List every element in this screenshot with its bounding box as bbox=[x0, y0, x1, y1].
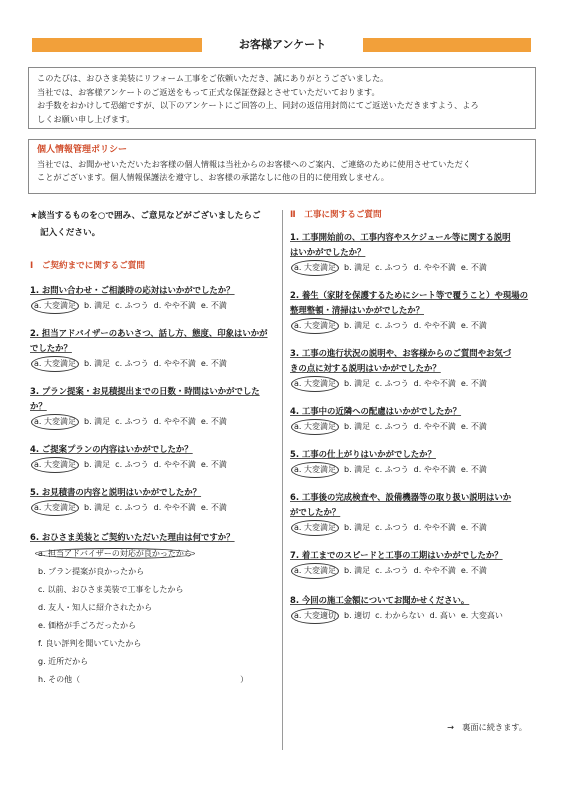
answer-option[interactable]: a. 大変満足 bbox=[31, 414, 79, 430]
intro-line: お手数をおかけして恐縮ですが、以下のアンケートにご回答の上、同封の返信用封筒にてご返送いただきますよう、よろ bbox=[37, 100, 479, 110]
intro-line: 当社では、お客様アンケートのご返送をもって正式な保証登録とさせていただいております。 bbox=[37, 86, 380, 97]
answer-option[interactable]: a. 大変満足 bbox=[31, 500, 79, 516]
answer-option[interactable]: a. 大変満足 bbox=[291, 318, 339, 334]
question-block bbox=[30, 283, 278, 314]
answer-options bbox=[34, 298, 278, 314]
privacy-title: 個人情報管理ポリシー bbox=[37, 145, 128, 155]
reason-option[interactable] bbox=[38, 671, 278, 689]
instruction bbox=[30, 208, 278, 242]
reason-option-label: b. プラン提案が良かったから bbox=[38, 567, 145, 576]
answer-option[interactable]: c. わからない bbox=[375, 611, 425, 620]
question-text: 4. ご提案プランの内容はいかがでしたか？ bbox=[30, 444, 193, 454]
left-column bbox=[30, 208, 278, 689]
instruction-line: ★該当するものを○で囲み、ご意見などがございましたらご bbox=[30, 211, 261, 221]
reason-option-label: h. その他（ ） bbox=[38, 675, 249, 684]
answer-option[interactable]: e. 不満 bbox=[460, 566, 487, 575]
question-block bbox=[290, 288, 538, 334]
question-text: でしたか？ bbox=[30, 343, 72, 353]
answer-option[interactable]: e. 不満 bbox=[460, 379, 487, 388]
question-block bbox=[290, 593, 538, 624]
answer-option[interactable]: a. 大変満足 bbox=[291, 376, 339, 392]
answer-option[interactable]: e. 不満 bbox=[460, 422, 487, 431]
answer-option[interactable]: c. ふつう bbox=[115, 301, 149, 310]
answer-option[interactable]: b. 適切 bbox=[344, 611, 371, 620]
answer-option[interactable]: e. 不満 bbox=[200, 503, 227, 512]
answer-option[interactable]: b. 満足 bbox=[344, 321, 371, 330]
answer-option[interactable]: e. 不満 bbox=[200, 460, 227, 469]
answer-options bbox=[294, 419, 538, 435]
continue-note: → 裏面に続きます。 bbox=[447, 722, 527, 732]
question-block bbox=[30, 442, 278, 473]
intro-box bbox=[28, 67, 536, 129]
question-list bbox=[290, 230, 538, 579]
question-text: 7. 着工までのスピードと工事の工期はいかがでしたか？ bbox=[290, 550, 503, 560]
answer-option[interactable]: c. ふつう bbox=[375, 465, 409, 474]
question-list bbox=[30, 283, 278, 516]
right-column bbox=[290, 208, 538, 624]
page-title: お客様アンケート bbox=[238, 38, 327, 51]
reason-option-label: f. 良い評判を聞いていたから bbox=[38, 639, 142, 648]
answer-option[interactable]: e. 不満 bbox=[200, 301, 227, 310]
answer-option[interactable]: a. 大変満足 bbox=[291, 520, 339, 536]
answer-option[interactable]: b. 満足 bbox=[344, 465, 371, 474]
answer-option[interactable]: b. 満足 bbox=[84, 460, 111, 469]
reason-option[interactable] bbox=[38, 581, 278, 599]
answer-option[interactable]: b. 満足 bbox=[344, 379, 371, 388]
reason-option-label: d. 友人・知人に紹介されたから bbox=[38, 603, 153, 612]
answer-option[interactable]: d. やや不満 bbox=[413, 523, 456, 532]
answer-option[interactable]: b. 満足 bbox=[84, 417, 111, 426]
answer-option[interactable]: d. やや不満 bbox=[413, 263, 456, 272]
answer-option[interactable]: a. 大変満足 bbox=[291, 563, 339, 579]
question-text: 1. お問い合わせ・ご相談時の応対はいかがでしたか？ bbox=[30, 285, 235, 295]
question-block bbox=[290, 490, 538, 536]
answer-option[interactable]: b. 満足 bbox=[84, 503, 111, 512]
answer-option[interactable]: a. 大変満足 bbox=[31, 356, 79, 372]
answer-option[interactable]: c. ふつう bbox=[115, 460, 149, 469]
question-block bbox=[30, 530, 278, 689]
answer-option[interactable]: a. 大変満足 bbox=[31, 298, 79, 314]
answer-options bbox=[294, 608, 538, 624]
answer-option[interactable]: d. やや不満 bbox=[153, 503, 196, 512]
privacy-line: ことがございます。個人情報保護法を遵守し、お客様の承諾なしに他の目的に使用致しません。 bbox=[37, 172, 389, 182]
reason-option[interactable] bbox=[38, 563, 278, 581]
answer-option[interactable]: d. やや不満 bbox=[153, 301, 196, 310]
question-text: がでしたか？ bbox=[290, 507, 341, 517]
answer-option[interactable]: b. 満足 bbox=[344, 566, 371, 575]
reason-option[interactable] bbox=[38, 653, 278, 671]
answer-options bbox=[294, 318, 538, 334]
answer-options bbox=[294, 520, 538, 536]
question-text: 6. おひさま美装とご契約いただいた理由は何ですか？ bbox=[30, 532, 235, 542]
answer-option[interactable]: d. やや不満 bbox=[413, 465, 456, 474]
reason-option-label: c. 以前、おひさま美装で工事をしたから bbox=[38, 585, 184, 594]
reason-list bbox=[30, 545, 278, 689]
privacy-line: 当社では、お聞かせいただいたお客様の個人情報は当社からのお客様へのご案内、ご連絡のために使用させていただく bbox=[37, 158, 471, 169]
answer-option[interactable]: d. やや不満 bbox=[153, 359, 196, 368]
privacy-box bbox=[28, 139, 536, 194]
answer-option[interactable]: d. やや不満 bbox=[153, 460, 196, 469]
answer-options bbox=[34, 500, 278, 516]
answer-options bbox=[34, 457, 278, 473]
question-block bbox=[290, 548, 538, 579]
question-block bbox=[30, 485, 278, 516]
answer-option[interactable]: b. 満足 bbox=[344, 263, 371, 272]
question-block bbox=[30, 384, 278, 430]
reason-option[interactable] bbox=[38, 545, 278, 563]
answer-options bbox=[294, 376, 538, 392]
answer-options bbox=[294, 260, 538, 276]
question-block bbox=[290, 404, 538, 435]
question-text: 6. 工事後の完成検査や、設備機器等の取り扱い説明はいか bbox=[290, 492, 512, 502]
answer-option[interactable]: c. ふつう bbox=[375, 379, 409, 388]
answer-options bbox=[34, 356, 278, 372]
answer-option[interactable]: d. やや不満 bbox=[413, 566, 456, 575]
question-text: 1. 工事開始前の、工事内容やスケジュール等に関する説明 bbox=[290, 232, 511, 242]
question-text: 8. 今回の施工金額についてお聞かせください。 bbox=[290, 595, 470, 605]
answer-option[interactable]: c. ふつう bbox=[375, 566, 409, 575]
intro-line: しくお願い申し上げます。 bbox=[37, 113, 135, 124]
question-text: はいかがでしたか？ bbox=[290, 247, 366, 257]
header-band-right bbox=[363, 38, 531, 52]
reason-option[interactable] bbox=[38, 635, 278, 653]
question-block bbox=[290, 447, 538, 478]
answer-option[interactable]: e. 大変高い bbox=[460, 611, 503, 620]
intro-line: このたびは、おひさま美装にリフォーム工事をご依頼いただき、誠にありがとうございました。 bbox=[37, 73, 389, 83]
question-text: 2. 養生（家財を保護するためにシート等で覆うこと）や現場の bbox=[290, 290, 529, 300]
answer-option[interactable]: b. 満足 bbox=[84, 301, 111, 310]
answer-option[interactable]: e. 不満 bbox=[460, 263, 487, 272]
answer-option[interactable]: d. やや不満 bbox=[413, 379, 456, 388]
question-block bbox=[290, 346, 538, 392]
question-text: 整理整頓・清掃はいかがでしたか？ bbox=[290, 305, 424, 315]
answer-option[interactable]: b. 満足 bbox=[344, 422, 371, 431]
answer-option[interactable]: c. ふつう bbox=[115, 503, 149, 512]
answer-option[interactable]: c. ふつう bbox=[115, 417, 149, 426]
answer-option[interactable]: a. 大変満足 bbox=[291, 419, 339, 435]
question-text: 5. お見積書の内容と説明はいかがでしたか？ bbox=[30, 487, 202, 497]
question-block bbox=[290, 230, 538, 276]
section-title: Ⅱ 工事に関するご質問 bbox=[290, 210, 382, 220]
answer-option[interactable]: e. 不満 bbox=[460, 523, 487, 532]
reason-option-label: a. 担当アドバイザーの対応が良かったから bbox=[35, 548, 195, 559]
reason-option-label: e. 価格が手ごろだったから bbox=[38, 621, 137, 630]
answer-options bbox=[294, 563, 538, 579]
answer-option[interactable]: a. 大変満足 bbox=[31, 457, 79, 473]
header-band-left bbox=[32, 38, 202, 52]
question-block bbox=[30, 326, 278, 372]
answer-options bbox=[294, 462, 538, 478]
reason-option[interactable] bbox=[38, 617, 278, 635]
column-divider bbox=[282, 210, 283, 750]
answer-options bbox=[34, 414, 278, 430]
section-title: Ⅰ ご契約までに関するご質問 bbox=[30, 261, 145, 271]
answer-option[interactable]: d. やや不満 bbox=[413, 422, 456, 431]
answer-option[interactable]: e. 不満 bbox=[200, 417, 227, 426]
answer-option[interactable]: a. 大変適切 bbox=[291, 608, 339, 624]
answer-option[interactable]: a. 大変満足 bbox=[291, 260, 339, 276]
answer-option[interactable]: c. ふつう bbox=[375, 263, 409, 272]
question-text: きの点に対する説明はいかがでしたか？ bbox=[290, 363, 441, 373]
question-text: 4. 工事中の近隣への配慮はいかがでしたか？ bbox=[290, 406, 462, 416]
answer-option[interactable]: c. ふつう bbox=[375, 321, 409, 330]
answer-option[interactable]: b. 満足 bbox=[344, 523, 371, 532]
question-text: 3. 工事の進行状況の説明や、お客様からのご質問やお気づ bbox=[290, 348, 512, 358]
reason-option-label: g. 近所だから bbox=[38, 657, 89, 666]
answer-option[interactable]: d. 高い bbox=[429, 611, 456, 620]
question-text: 2. 担当アドバイザーのあいさつ、話し方、態度、印象はいかが bbox=[30, 328, 268, 338]
question-text: 3. プラン提案・お見積提出までの日数・時間はいかがでした bbox=[30, 386, 260, 396]
answer-option[interactable]: c. ふつう bbox=[115, 359, 149, 368]
answer-option[interactable]: e. 不満 bbox=[460, 465, 487, 474]
answer-option[interactable]: e. 不満 bbox=[460, 321, 487, 330]
reason-option[interactable] bbox=[38, 599, 278, 617]
answer-option[interactable]: d. やや不満 bbox=[413, 321, 456, 330]
instruction-line: 記入ください。 bbox=[40, 228, 101, 238]
answer-option[interactable]: c. ふつう bbox=[375, 422, 409, 431]
answer-option[interactable]: c. ふつう bbox=[375, 523, 409, 532]
answer-option[interactable]: d. やや不満 bbox=[153, 417, 196, 426]
answer-option[interactable]: e. 不満 bbox=[200, 359, 227, 368]
answer-option[interactable]: b. 満足 bbox=[84, 359, 111, 368]
question-text: 5. 工事の仕上がりはいかがでしたか？ bbox=[290, 449, 436, 459]
question-text: か？ bbox=[30, 401, 47, 411]
answer-option[interactable]: a. 大変満足 bbox=[291, 462, 339, 478]
